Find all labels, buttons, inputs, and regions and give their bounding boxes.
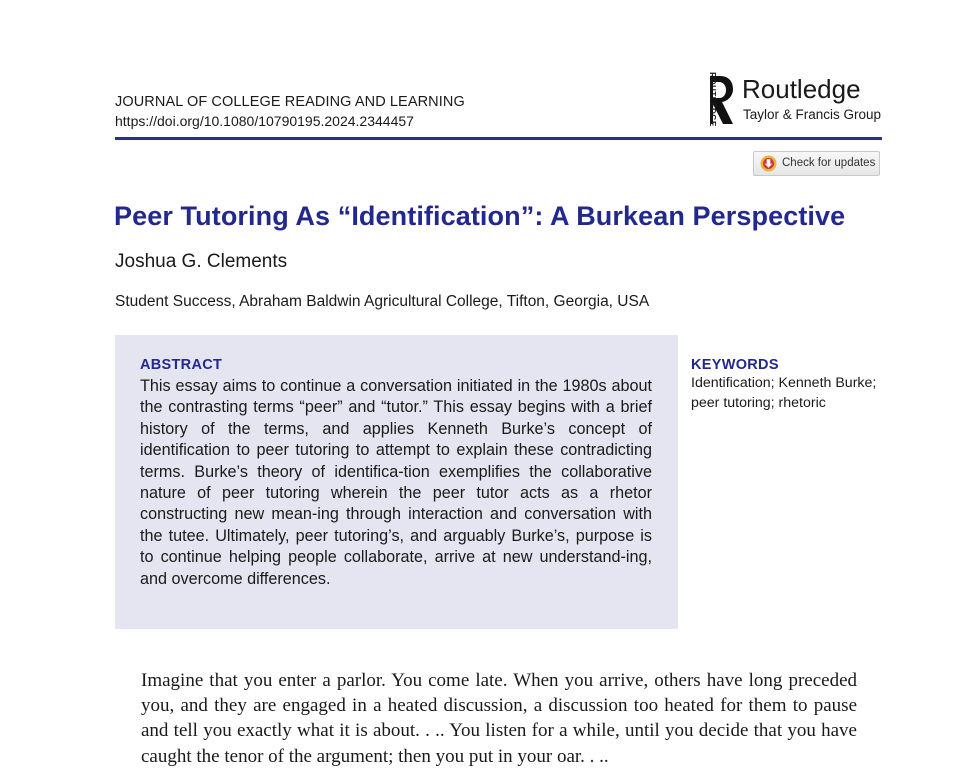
- journal-name: JOURNAL OF COLLEGE READING AND LEARNING: [115, 94, 465, 110]
- publisher-group: Taylor & Francis Group: [743, 107, 882, 122]
- author-name: Joshua G. Clements: [115, 251, 288, 272]
- check-updates-icon: [760, 155, 777, 172]
- keywords-text: Identification; Kenneth Burke; peer tutoring; rhetoric: [691, 375, 877, 411]
- publisher-logo: [698, 74, 882, 126]
- article-title: Peer Tutoring As “Identification”: A Burkean Perspective: [114, 201, 846, 231]
- keywords-heading: KEYWORDS: [691, 357, 779, 373]
- publisher-name: Routledge: [742, 74, 861, 104]
- header-divider: [115, 137, 882, 140]
- check-for-updates-button[interactable]: [753, 151, 880, 176]
- abstract-text: This essay aims to continue a conversation initiated in the 1980s about the contrasting terms “peer” and “tutor.” This essay begins with a brief history of the terms, and applies Kenneth Burke’s concept of identification to peer tutoring to attempt to explain these contradicting terms. Burke’s theory of identifica-tion exemplifies the collaborative nature of peer tutoring wherein the peer tutor acts as a rhetor constructing new mean-ing through interaction and conversation with the tutee. Ultimately, peer tutoring’s, and arguably Burke’s, purpose is to continue helping people collaborate, arrive at new understand-ing, and overcome differences.: [140, 377, 652, 588]
- abstract-box: [115, 335, 678, 629]
- logo-vertical-text: ROUTLEDGE: [707, 72, 717, 127]
- check-updates-label: Check for updates: [782, 157, 876, 169]
- keywords-section: [691, 357, 891, 413]
- doi-link[interactable]: https://doi.org/10.1080/10790195.2024.2344457: [115, 113, 414, 129]
- body-quote: Imagine that you enter a parlor. You come late. When you arrive, others have long preceded you, and they are engaged in a heated discussion, a discussion too heated for them to pause and tell you exactly what it is about. . .. You listen for a while, until you decide that you have caught the tenor of the argument; then you put in your oar. . ..: [141, 670, 857, 767]
- author-affiliation: Student Success, Abraham Baldwin Agricultural College, Tifton, Georgia, USA: [115, 293, 650, 310]
- abstract-heading: ABSTRACT: [140, 357, 223, 373]
